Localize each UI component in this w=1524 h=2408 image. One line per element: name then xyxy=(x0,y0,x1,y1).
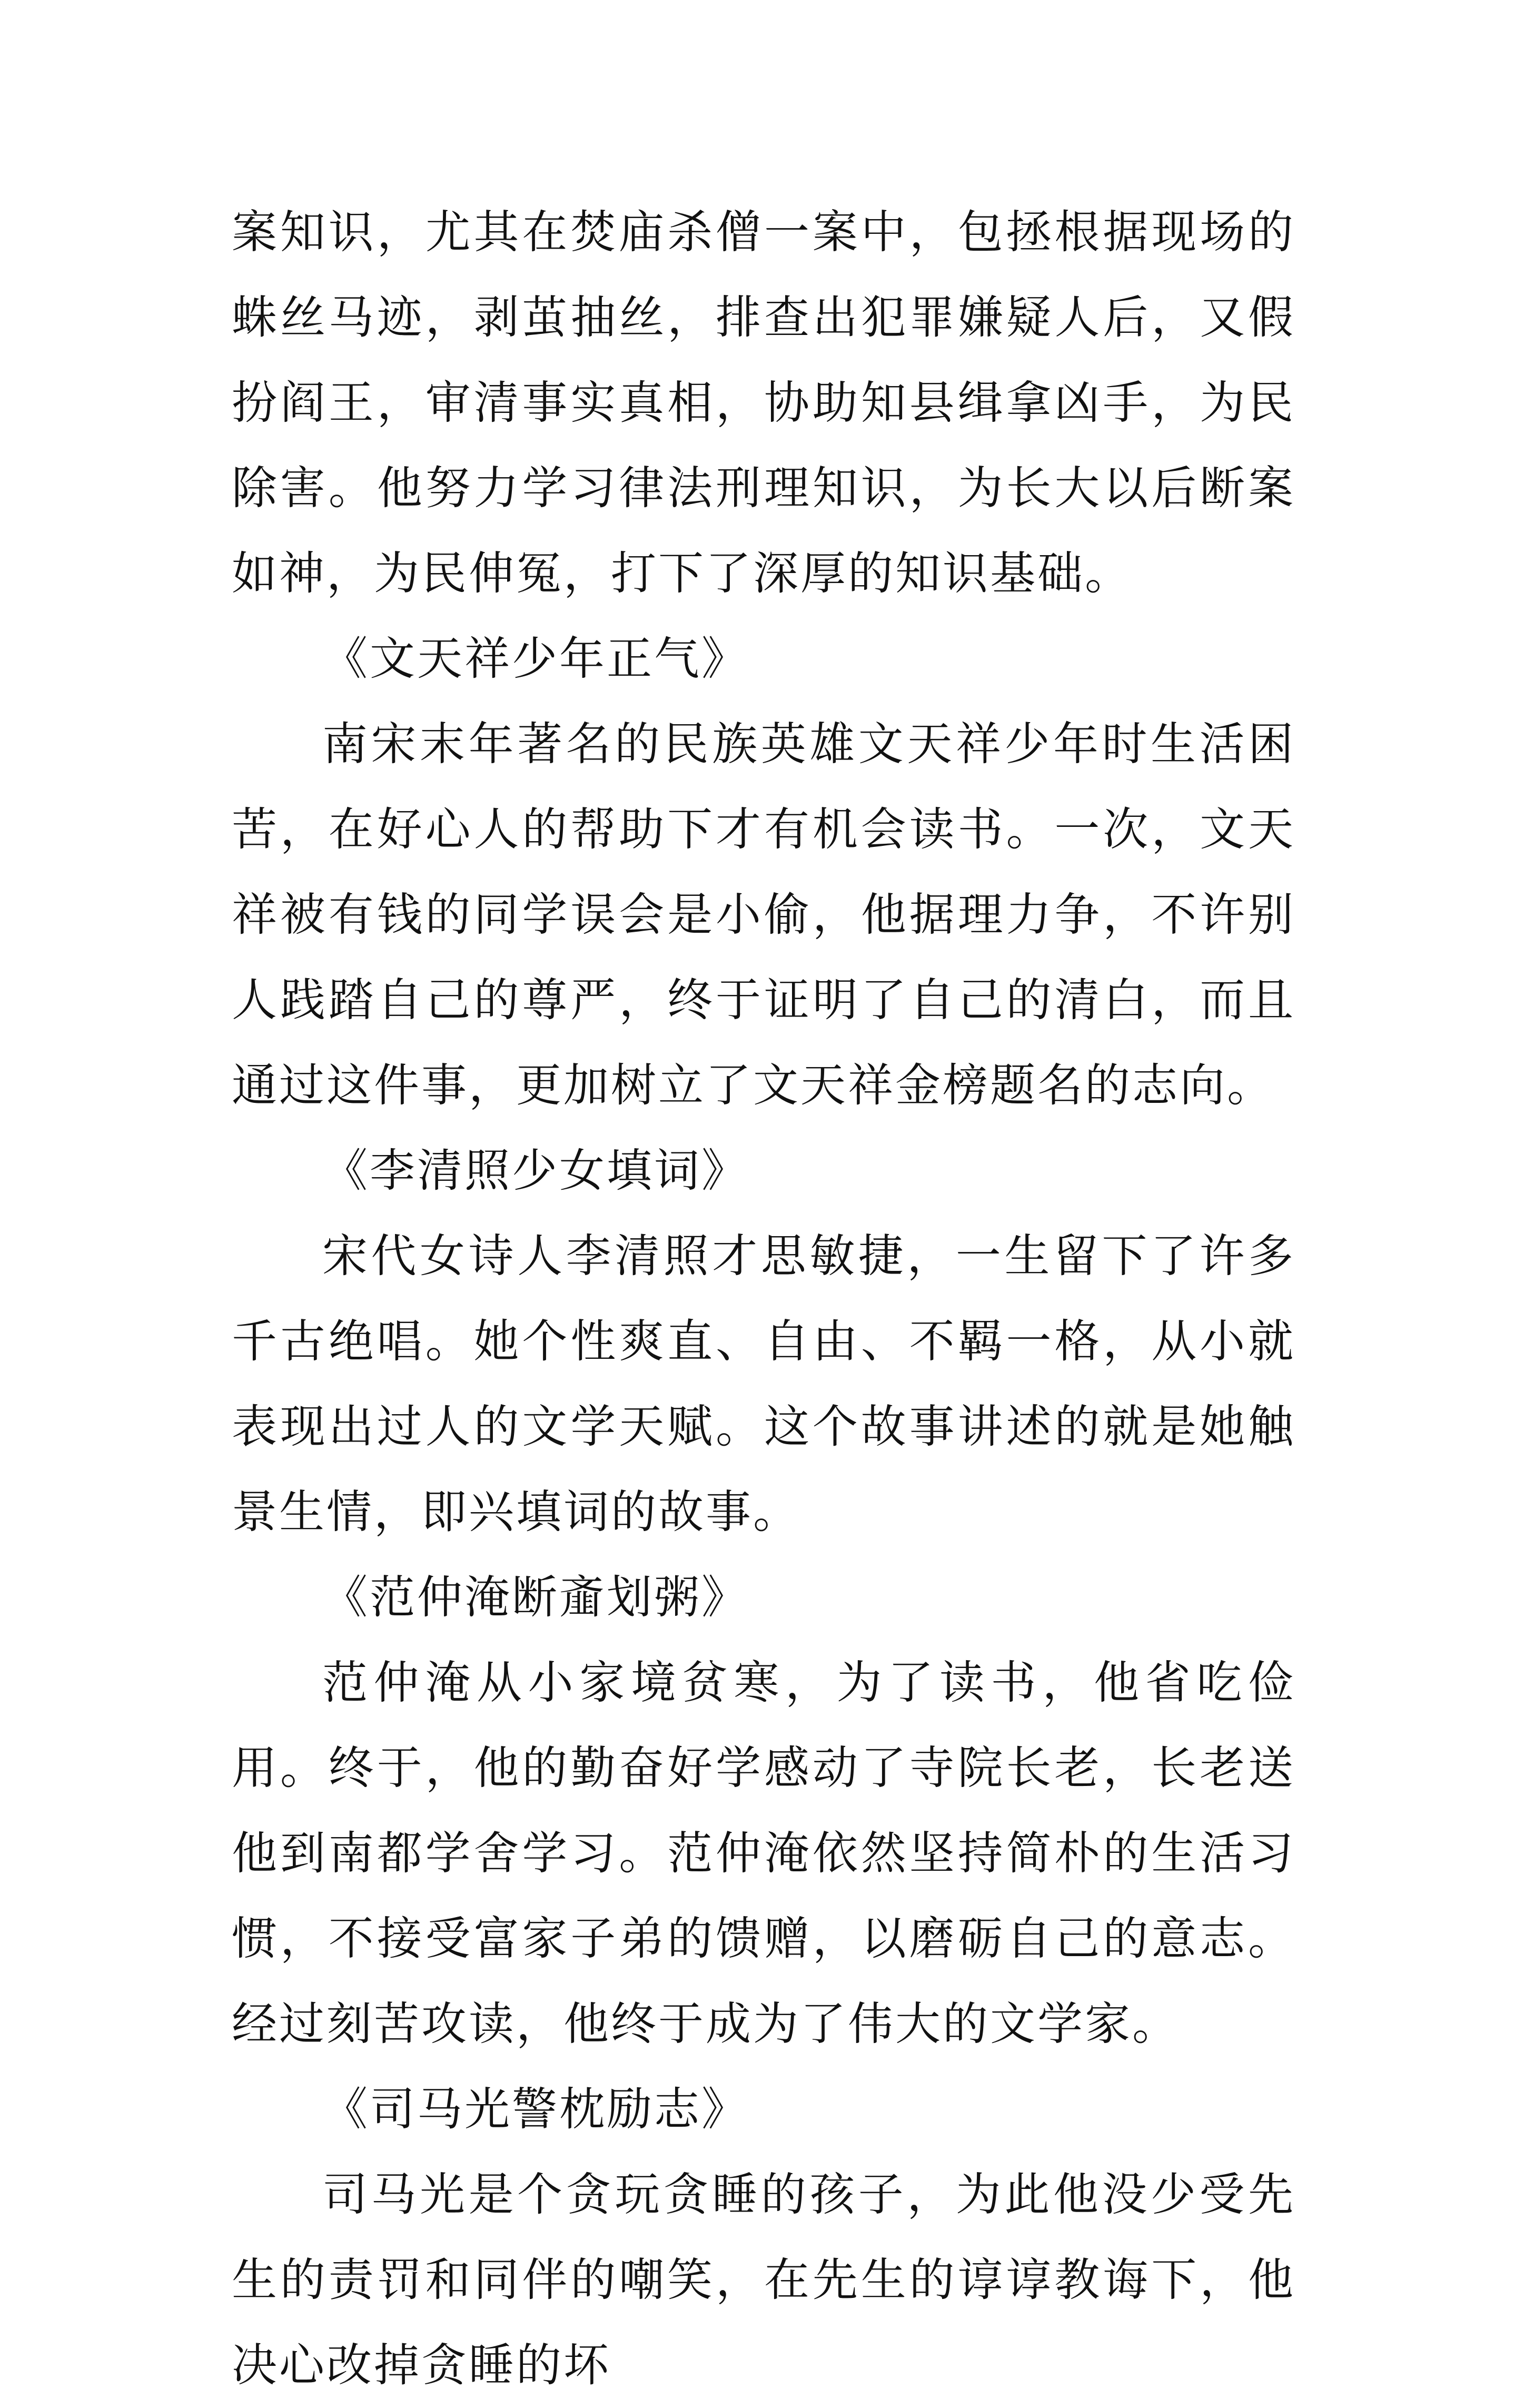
paragraph-wen-tianxiang: 南宋末年著名的民族英雄文天祥少年时生活困苦，在好心人的帮助下才有机会读书。一次，文天祥被有钱的同学误会是小偷，他据理力争，不许别人践踏自己的尊严，终于证明了自己的清白，而且通过这件事，更加树立了文天祥金榜题名的志向。 xyxy=(232,718,1295,1112)
story-title-li-qingzhao: 《李清照少女填词》 xyxy=(322,1144,749,1197)
paragraph-li-qingzhao: 宋代女诗人李清照才思敏捷，一生留下了许多千古绝唱。她个性爽直、自由、不羁一格，从小就表现出过人的文学天赋。这个故事讲述的就是她触景生情，即兴填词的故事。 xyxy=(232,1230,1295,1538)
paragraph-baozheng-continued: 案知识，尤其在焚庙杀僧一案中，包拯根据现场的蛛丝马迹，剥茧抽丝，排查出犯罪嫌疑人后，又假扮阎王，审清事实真相，协助知县缉拿凶手，为民除害。他努力学习律法刑理知识，为长大以后断案如神，为民伸冤，打下了深厚的知识基础。 xyxy=(232,206,1295,600)
story-title-fan-zhongyan: 《范仲淹断齑划粥》 xyxy=(322,1571,749,1624)
story-title-sima-guang: 《司马光警枕励志》 xyxy=(322,2083,749,2136)
paragraph-sima-guang: 司马光是个贪玩贪睡的孩子，为此他没少受先生的责罚和同伴的嘲笑，在先生的谆谆教诲下，他决心改掉贪睡的坏 xyxy=(232,2168,1295,2392)
document-body xyxy=(232,190,1295,2408)
paragraph-fan-zhongyan: 范仲淹从小家境贫寒，为了读书，他省吃俭用。终于，他的勤奋好学感动了寺院长老，长老送他到南都学舍学习。范仲淹依然坚持简朴的生活习惯，不接受富家子弟的馈赠，以磨砺自己的意志。经过刻苦攻读，他终于成为了伟大的文学家。 xyxy=(232,1656,1295,2050)
story-title-wen-tianxiang: 《文天祥少年正气》 xyxy=(322,633,749,685)
